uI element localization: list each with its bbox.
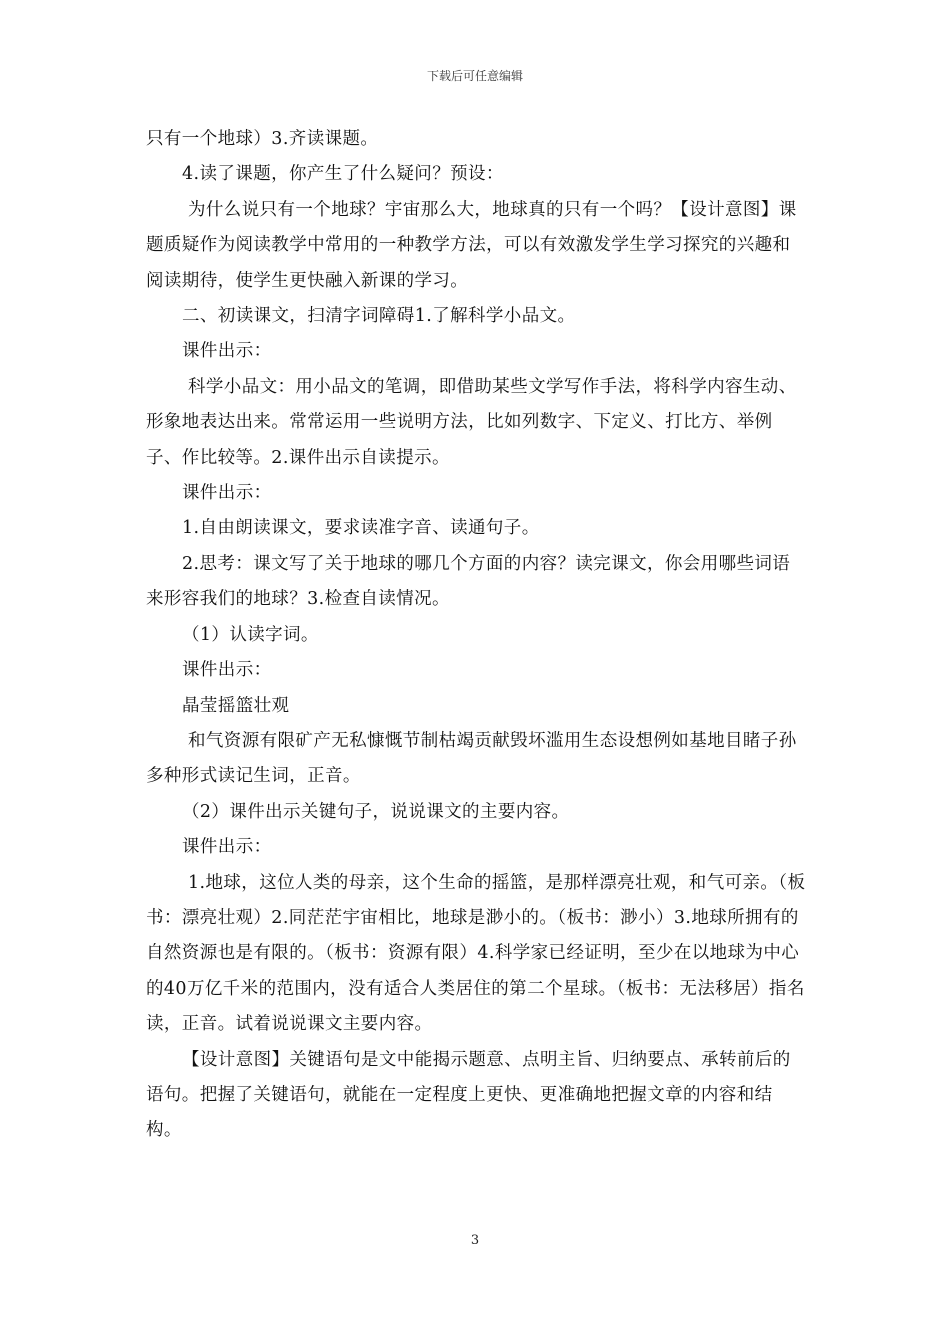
- page-number: 3: [470, 1233, 480, 1248]
- paragraph: 晶莹摇篮壮观: [182, 695, 290, 716]
- paragraph: （2）课件出示关键句子，说说课文的主要内容。: [182, 801, 570, 822]
- paragraph: 课件出示：: [182, 837, 272, 858]
- document-body: [146, 122, 808, 1149]
- paragraph: 课件出示：: [182, 341, 272, 362]
- page-header: 下载后可任意编辑: [426, 69, 523, 83]
- paragraph: 4.读了课题，你产生了什么疑问？预设：: [182, 164, 504, 185]
- paragraph: 1.地球，这位人类的母亲，这个生命的摇篮，是那样漂亮壮观，和气可亲。（板书：漂亮壮观）2.同茫茫宇宙相比，地球是渺小的。（板书：渺小）3.地球所拥有的自然资源也是有限的。（板书：资源有限）4.科学家已经证明，至少在以地球为中心的40万亿千米的范围内，没有适合人类居住的第二个星球。（板书：无法移居）指名读，正音。试着说说课文主要内容。: [146, 872, 806, 1035]
- paragraph: 课件出示：: [182, 483, 272, 504]
- paragraph: 二、初读课文，扫清字词障碍1.了解科学小品文。: [182, 306, 576, 327]
- paragraph: 课件出示：: [182, 660, 272, 681]
- paragraph: 为什么说只有一个地球？宇宙那么大，地球真的只有一个吗？【设计意图】课题质疑作为阅读教学中常用的一种教学方法，可以有效激发学生学习探究的兴趣和阅读期待，使学生更快融入新课的学习。: [146, 199, 797, 291]
- paragraph: （1）认读字词。: [182, 624, 319, 645]
- paragraph: 科学小品文：用小品文的笔调，即借助某些文学写作手法，将科学内容生动、形象地表达出来。常常运用一些说明方法，比如列数字、下定义、打比方、举例子、作比较等。2.课件出示自读提示。: [146, 376, 797, 468]
- paragraph: 和气资源有限矿产无私慷慨节制枯竭贡献毁坏滥用生态设想例如基地目睹子孙多种形式读记生词，正音。: [146, 730, 797, 787]
- paragraph: 1.自由朗读课文，要求读准字音、读通句子。: [182, 518, 540, 539]
- paragraph: 【设计意图】关键语句是文中能揭示题意、点明主旨、归纳要点、承转前后的语句。把握了关键语句，就能在一定程度上更快、更准确地把握文章的内容和结构。: [146, 1049, 791, 1141]
- paragraph: 2.思考：课文写了关于地球的哪几个方面的内容？读完课文，你会用哪些词语来形容我们的地球？3.检查自读情况。: [146, 553, 791, 610]
- paragraph: 只有一个地球）3.齐读课题。: [146, 129, 379, 149]
